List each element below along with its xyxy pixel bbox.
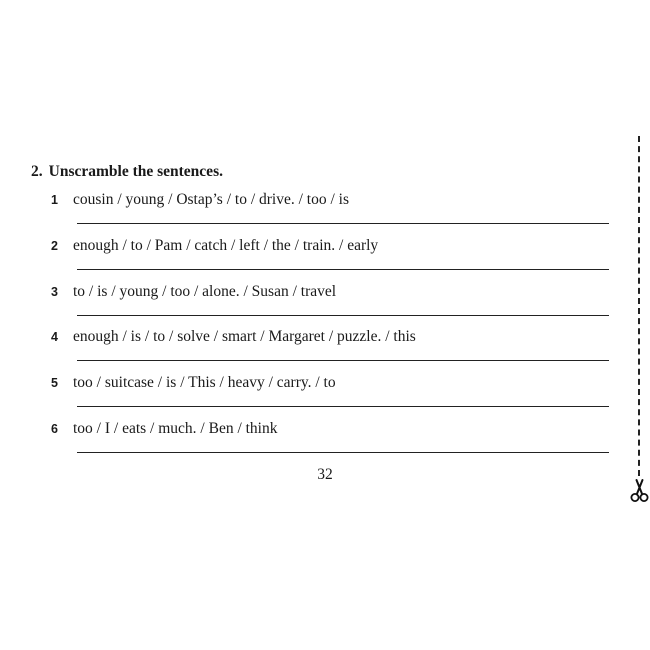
exercise-item-5: [0, 374, 650, 420]
exercise-instruction: Unscramble the sentences.: [48, 163, 223, 180]
scissors-icon: [629, 478, 650, 504]
exercise-item-4: [0, 328, 650, 374]
cut-line: [638, 136, 640, 476]
exercise-title: [31, 163, 223, 181]
scrambled-sentence: cousin / young / Ostap’s / to / drive. / too / is: [73, 191, 349, 208]
item-number: 1: [51, 193, 58, 207]
item-number: 3: [51, 285, 58, 299]
answer-line[interactable]: [77, 406, 609, 407]
page-number: 32: [317, 466, 333, 483]
exercise-item-1: [0, 191, 650, 237]
exercise-item-3: [0, 283, 650, 329]
exercise-number: 2.: [31, 163, 43, 180]
answer-line[interactable]: [77, 223, 609, 224]
scrambled-sentence: too / suitcase / is / This / heavy / carry. / to: [73, 374, 336, 391]
answer-line[interactable]: [77, 315, 609, 316]
item-number: 5: [51, 376, 58, 390]
scrambled-sentence: to / is / young / too / alone. / Susan / travel: [73, 283, 337, 300]
item-number: 6: [51, 422, 58, 436]
answer-line[interactable]: [77, 269, 609, 270]
scrambled-sentence: enough / to / Pam / catch / left / the / train. / early: [73, 237, 379, 254]
scrambled-sentence: enough / is / to / solve / smart / Margaret / puzzle. / this: [73, 328, 416, 345]
exercise-item-6: [0, 420, 650, 466]
item-number: 2: [51, 239, 58, 253]
answer-line[interactable]: [77, 360, 609, 361]
exercise-item-2: [0, 237, 650, 283]
item-number: 4: [51, 330, 58, 344]
answer-line[interactable]: [77, 452, 609, 453]
scrambled-sentence: too / I / eats / much. / Ben / think: [73, 420, 278, 437]
